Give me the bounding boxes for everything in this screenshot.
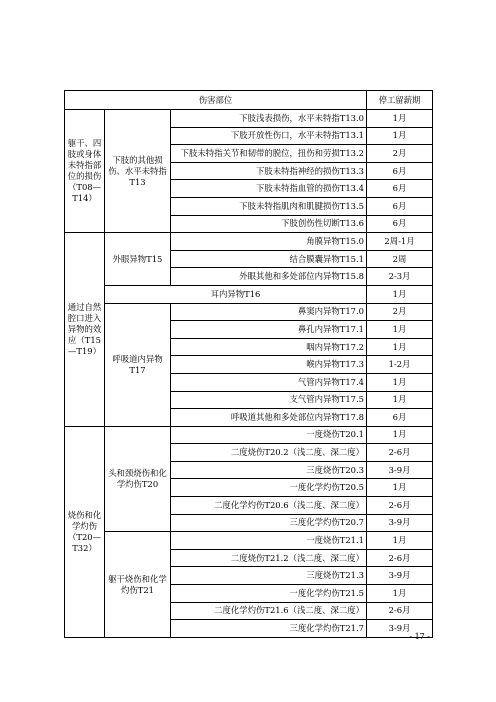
period-cell: 3-9月 xyxy=(367,461,433,479)
period-cell: 1月 xyxy=(367,479,433,497)
period-cell: 1月 xyxy=(367,391,433,409)
injury-cell: 三度烧伤T20.3 xyxy=(171,461,367,479)
period-cell: 1月 xyxy=(367,532,433,550)
injury-cell: 咽内异物T17.2 xyxy=(171,338,367,356)
subcategory-cell: 呼吸道内异物T17 xyxy=(105,303,171,426)
injury-cell: 一度烧伤T21.1 xyxy=(171,532,367,550)
injury-cell: 气管内异物T17.4 xyxy=(171,373,367,391)
table-header-row xyxy=(65,91,433,110)
period-cell: 2-6月 xyxy=(367,549,433,567)
injury-cell: 三度化学灼伤T20.7 xyxy=(171,514,367,532)
page-number: - 17 - xyxy=(409,632,430,641)
injury-cell: 外眼其他和多处部位内异物T15.8 xyxy=(171,268,367,286)
category-cell: 通过自然腔口进入异物的效应（T15—T19） xyxy=(65,233,105,427)
injury-cell: 一度化学灼伤T21.5 xyxy=(171,585,367,603)
injury-cell: 鼻窦内异物T17.0 xyxy=(171,303,367,321)
category-cell: 躯干、四肢或身体未特指部位的损伤（T08—T14） xyxy=(65,110,105,233)
period-cell: 2月 xyxy=(367,145,433,163)
period-cell: 2周-1月 xyxy=(367,233,433,251)
injury-cell: 喉内异物T17.3 xyxy=(171,356,367,374)
period-cell: 2-3月 xyxy=(367,268,433,286)
subcategory-cell: 外眼异物T15 xyxy=(105,233,171,286)
table-row xyxy=(65,110,433,128)
subcategory-cell: 躯干烧伤和化学灼伤T21 xyxy=(105,532,171,638)
injury-cell: 下肢未特指关节和韧带的脱位，扭伤和劳损T13.2 xyxy=(171,145,367,163)
period-cell: 1月 xyxy=(367,321,433,339)
header-injury-site: 伤害部位 xyxy=(65,91,367,110)
period-cell: 2月 xyxy=(367,303,433,321)
table-row xyxy=(65,426,433,444)
injury-cell: 一度化学灼伤T20.5 xyxy=(171,479,367,497)
period-cell: 6月 xyxy=(367,197,433,215)
subcategory-cell: 下肢的其他损伤、水平未特指T13 xyxy=(105,110,171,233)
period-cell: 6月 xyxy=(367,162,433,180)
period-cell: 1月 xyxy=(367,373,433,391)
injury-period-table xyxy=(64,90,433,638)
table-row xyxy=(65,285,433,303)
injury-cell: 二度化学灼伤T20.6（浅二度、深二度） xyxy=(171,497,367,515)
injury-cell: 三度化学灼伤T21.7 xyxy=(171,620,367,638)
injury-cell: 呼吸道其他和多处部位内异物T17.8 xyxy=(171,409,367,427)
period-cell: 1-2月 xyxy=(367,356,433,374)
period-cell: 3-9月 xyxy=(367,620,433,638)
period-cell: 1月 xyxy=(367,127,433,145)
injury-cell: 支气管内异物T17.5 xyxy=(171,391,367,409)
injury-cell: 鼻孔内异物T17.1 xyxy=(171,321,367,339)
period-cell: 6月 xyxy=(367,180,433,198)
injury-cell: 下肢创伤性切断T13.6 xyxy=(171,215,367,233)
category-cell: 烧伤和化学灼伤（T20—T32） xyxy=(65,426,105,637)
period-cell: 1月 xyxy=(367,285,433,303)
header-leave-period: 停工留薪期 xyxy=(367,91,433,110)
period-cell: 6月 xyxy=(367,215,433,233)
period-cell: 2-6月 xyxy=(367,497,433,515)
period-cell: 1月 xyxy=(367,585,433,603)
injury-cell: 二度烧伤T21.2（浅二度、深二度） xyxy=(171,549,367,567)
injury-cell: 下肢未特指肌肉和肌腱损伤T13.5 xyxy=(171,197,367,215)
injury-cell: 二度化学灼伤T21.6（浅二度、深二度） xyxy=(171,602,367,620)
table-row xyxy=(65,233,433,251)
period-cell: 6月 xyxy=(367,409,433,427)
table-row xyxy=(65,303,433,321)
period-cell: 2-6月 xyxy=(367,602,433,620)
injury-cell: 下肢未特指神经的损伤T13.3 xyxy=(171,162,367,180)
period-cell: 2周 xyxy=(367,250,433,268)
period-cell: 1月 xyxy=(367,110,433,128)
subcategory-cell: 耳内异物T16 xyxy=(105,285,367,303)
subcategory-cell: 头和颈烧伤和化学灼伤T20 xyxy=(105,426,171,532)
period-cell: 3-9月 xyxy=(367,567,433,585)
period-cell: 2-6月 xyxy=(367,444,433,462)
period-cell: 3-9月 xyxy=(367,514,433,532)
injury-cell: 下肢未特指血管的损伤T13.4 xyxy=(171,180,367,198)
period-cell: 1月 xyxy=(367,426,433,444)
period-cell: 1月 xyxy=(367,338,433,356)
injury-cell: 二度烧伤T20.2（浅二度、深二度） xyxy=(171,444,367,462)
injury-cell: 一度烧伤T20.1 xyxy=(171,426,367,444)
injury-cell: 结合膜囊异物T15.1 xyxy=(171,250,367,268)
injury-cell: 三度烧伤T21.3 xyxy=(171,567,367,585)
injury-cell: 角膜异物T15.0 xyxy=(171,233,367,251)
table-row xyxy=(65,532,433,550)
injury-cell: 下肢浅表损伤，水平未特指T13.0 xyxy=(171,110,367,128)
injury-cell: 下肢开放性伤口，水平未特指T13.1 xyxy=(171,127,367,145)
